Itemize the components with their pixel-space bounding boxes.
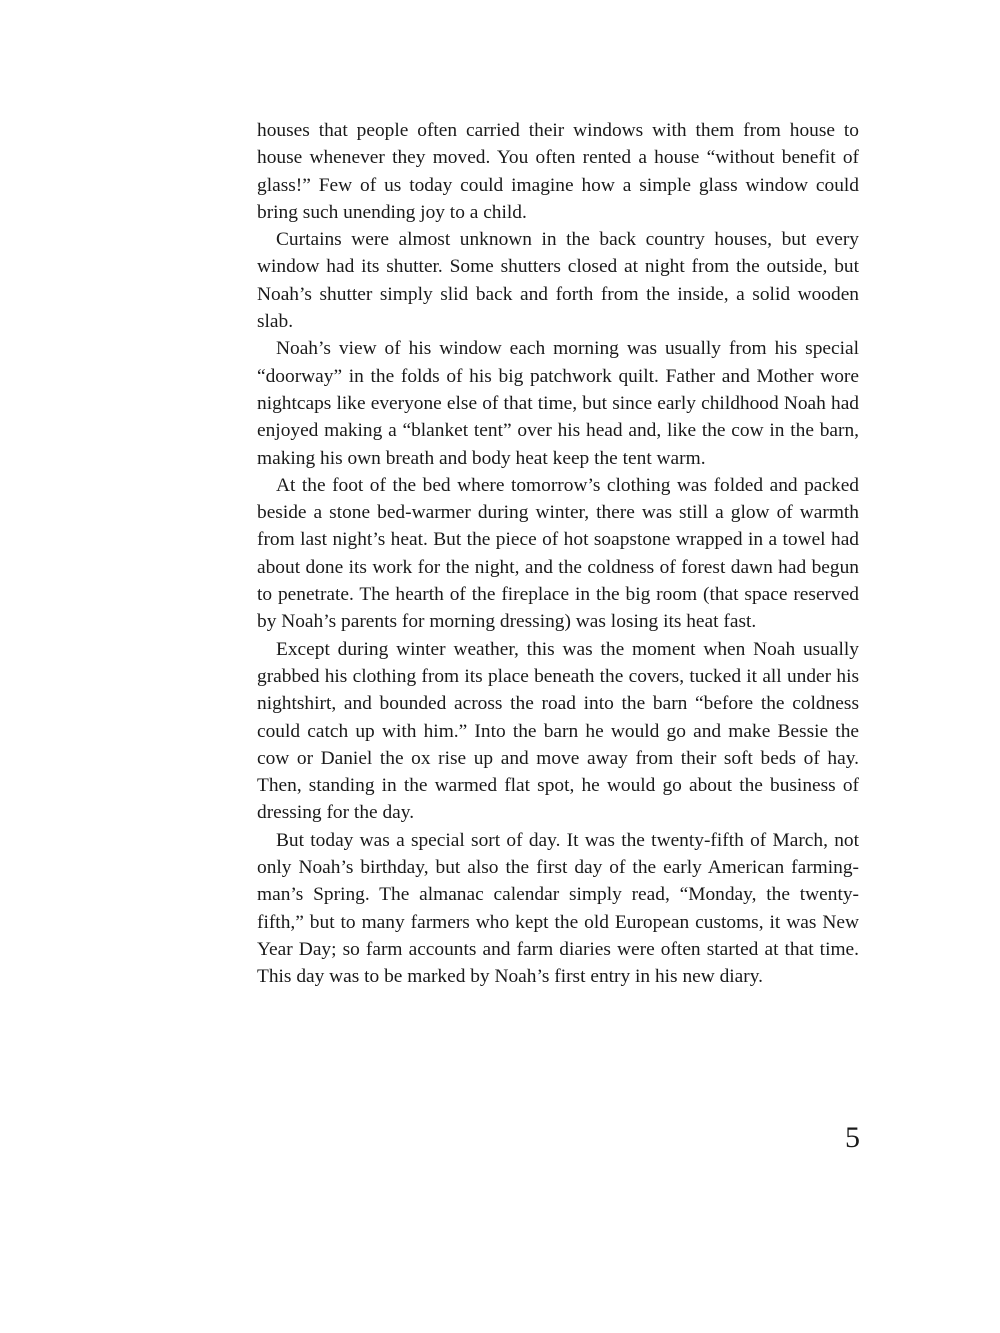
page-number: 5: [845, 1121, 860, 1154]
paragraph-4: At the foot of the bed where tomorrow’s clothing was folded and packed beside a stone bed-warmer during winter, there was still a glow of warmth from last night’s heat. But the piece of hot soapstone wrapped in a towel had about done its work for the night, and the coldness of forest dawn had begun to penetrate. The hearth of the fireplace in the big room (that space reserved by Noah’s parents for morning dressing) was losing its heat fast.: [257, 474, 859, 633]
paragraph-5: Except during winter weather, this was the moment when Noah usually grabbed his clothing from its place beneath the covers, tucked it all under his nightshirt, and bounded across the road into the barn “before the coldness could catch up with him.” Into the barn he would go and make Bessie the cow or Daniel the ox rise up and move away from their soft beds of hay. Then, standing in the warmed flat spot, he would go about the business of dressing for the day.: [257, 638, 859, 824]
body-text: [257, 117, 859, 991]
paragraph-1: houses that people often carried their windows with them from house to house whenever they moved. You often rented a house “without benefit of glass!” Few of us today could imagine how a simple glass window could bring such unending joy to a child.: [257, 120, 859, 223]
paragraph-3: Noah’s view of his window each morning was usually from his special “doorway” in the folds of his big patchwork quilt. Father and Mother wore nightcaps like everyone else of that time, but since early childhood Noah had enjoyed making a “blanket tent” over his head and, like the cow in the barn, making his own breath and body heat keep the tent warm.: [257, 338, 859, 469]
paragraph-2: Curtains were almost unknown in the back country houses, but every window had its shutter. Some shutters closed at night from the outside, but Noah’s shutter simply slid back and forth from the inside, a solid wooden slab.: [257, 229, 859, 333]
paragraph-6: But today was a special sort of day. It was the twenty-fifth of March, not only Noah’s birthday, but also the first day of the early American farming-man’s Spring. The almanac calendar simply read, “Monday, the twenty-fifth,” but to many farmers who kept the old European customs, it was New Year Day; so farm accounts and farm diaries were often started at that time. This day was to be marked by Noah’s first entry in his new diary.: [257, 829, 859, 988]
